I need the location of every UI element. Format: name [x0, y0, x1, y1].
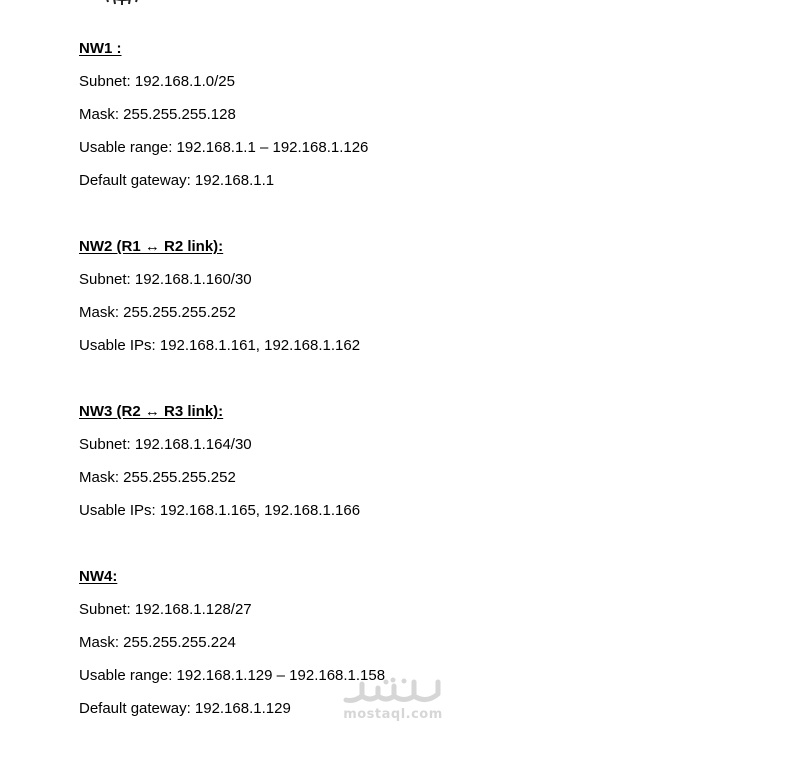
mostaql-logo-icon [340, 676, 446, 708]
nw2-heading: NW2 (R1 ↔ R2 link): [79, 238, 224, 255]
nw4-default-gateway: Default gateway: 192.168.1.129 [79, 700, 291, 717]
nw2-mask: Mask: 255.255.255.252 [79, 304, 236, 321]
nw1-usable-range: Usable range: 192.168.1.1 – 192.168.1.126 [79, 139, 369, 156]
nw3-subnet: Subnet: 192.168.1.164/30 [79, 436, 252, 453]
nw2-subnet: Subnet: 192.168.1.160/30 [79, 271, 252, 288]
nw3-heading: NW3 (R2 ↔ R3 link): [79, 403, 224, 420]
document-body [79, 32, 719, 758]
nw3-usable-ips: Usable IPs: 192.168.1.165, 192.168.1.166 [79, 502, 361, 519]
nw2-usable-ips: Usable IPs: 192.168.1.161, 192.168.1.162 [79, 337, 361, 354]
section-nw1 [79, 32, 719, 197]
mostaql-watermark [340, 676, 446, 726]
nw1-heading: NW1 : [79, 40, 122, 57]
nw1-default-gateway: Default gateway: 192.168.1.1 [79, 172, 275, 189]
nw3-mask: Mask: 255.255.255.252 [79, 469, 236, 486]
section-nw3 [79, 395, 719, 527]
nw1-mask: Mask: 255.255.255.128 [79, 106, 236, 123]
nw4-mask: Mask: 255.255.255.224 [79, 634, 236, 651]
top-diagram-fragment [96, 0, 150, 6]
section-nw2 [79, 230, 719, 362]
mostaql-site-text: mostaql.com [343, 707, 443, 722]
nw4-usable-range: Usable range: 192.168.1.129 – 192.168.1.158 [79, 667, 386, 684]
nw4-heading: NW4: [79, 568, 118, 585]
nw4-subnet: Subnet: 192.168.1.128/27 [79, 601, 252, 618]
nw1-subnet: Subnet: 192.168.1.0/25 [79, 73, 235, 90]
